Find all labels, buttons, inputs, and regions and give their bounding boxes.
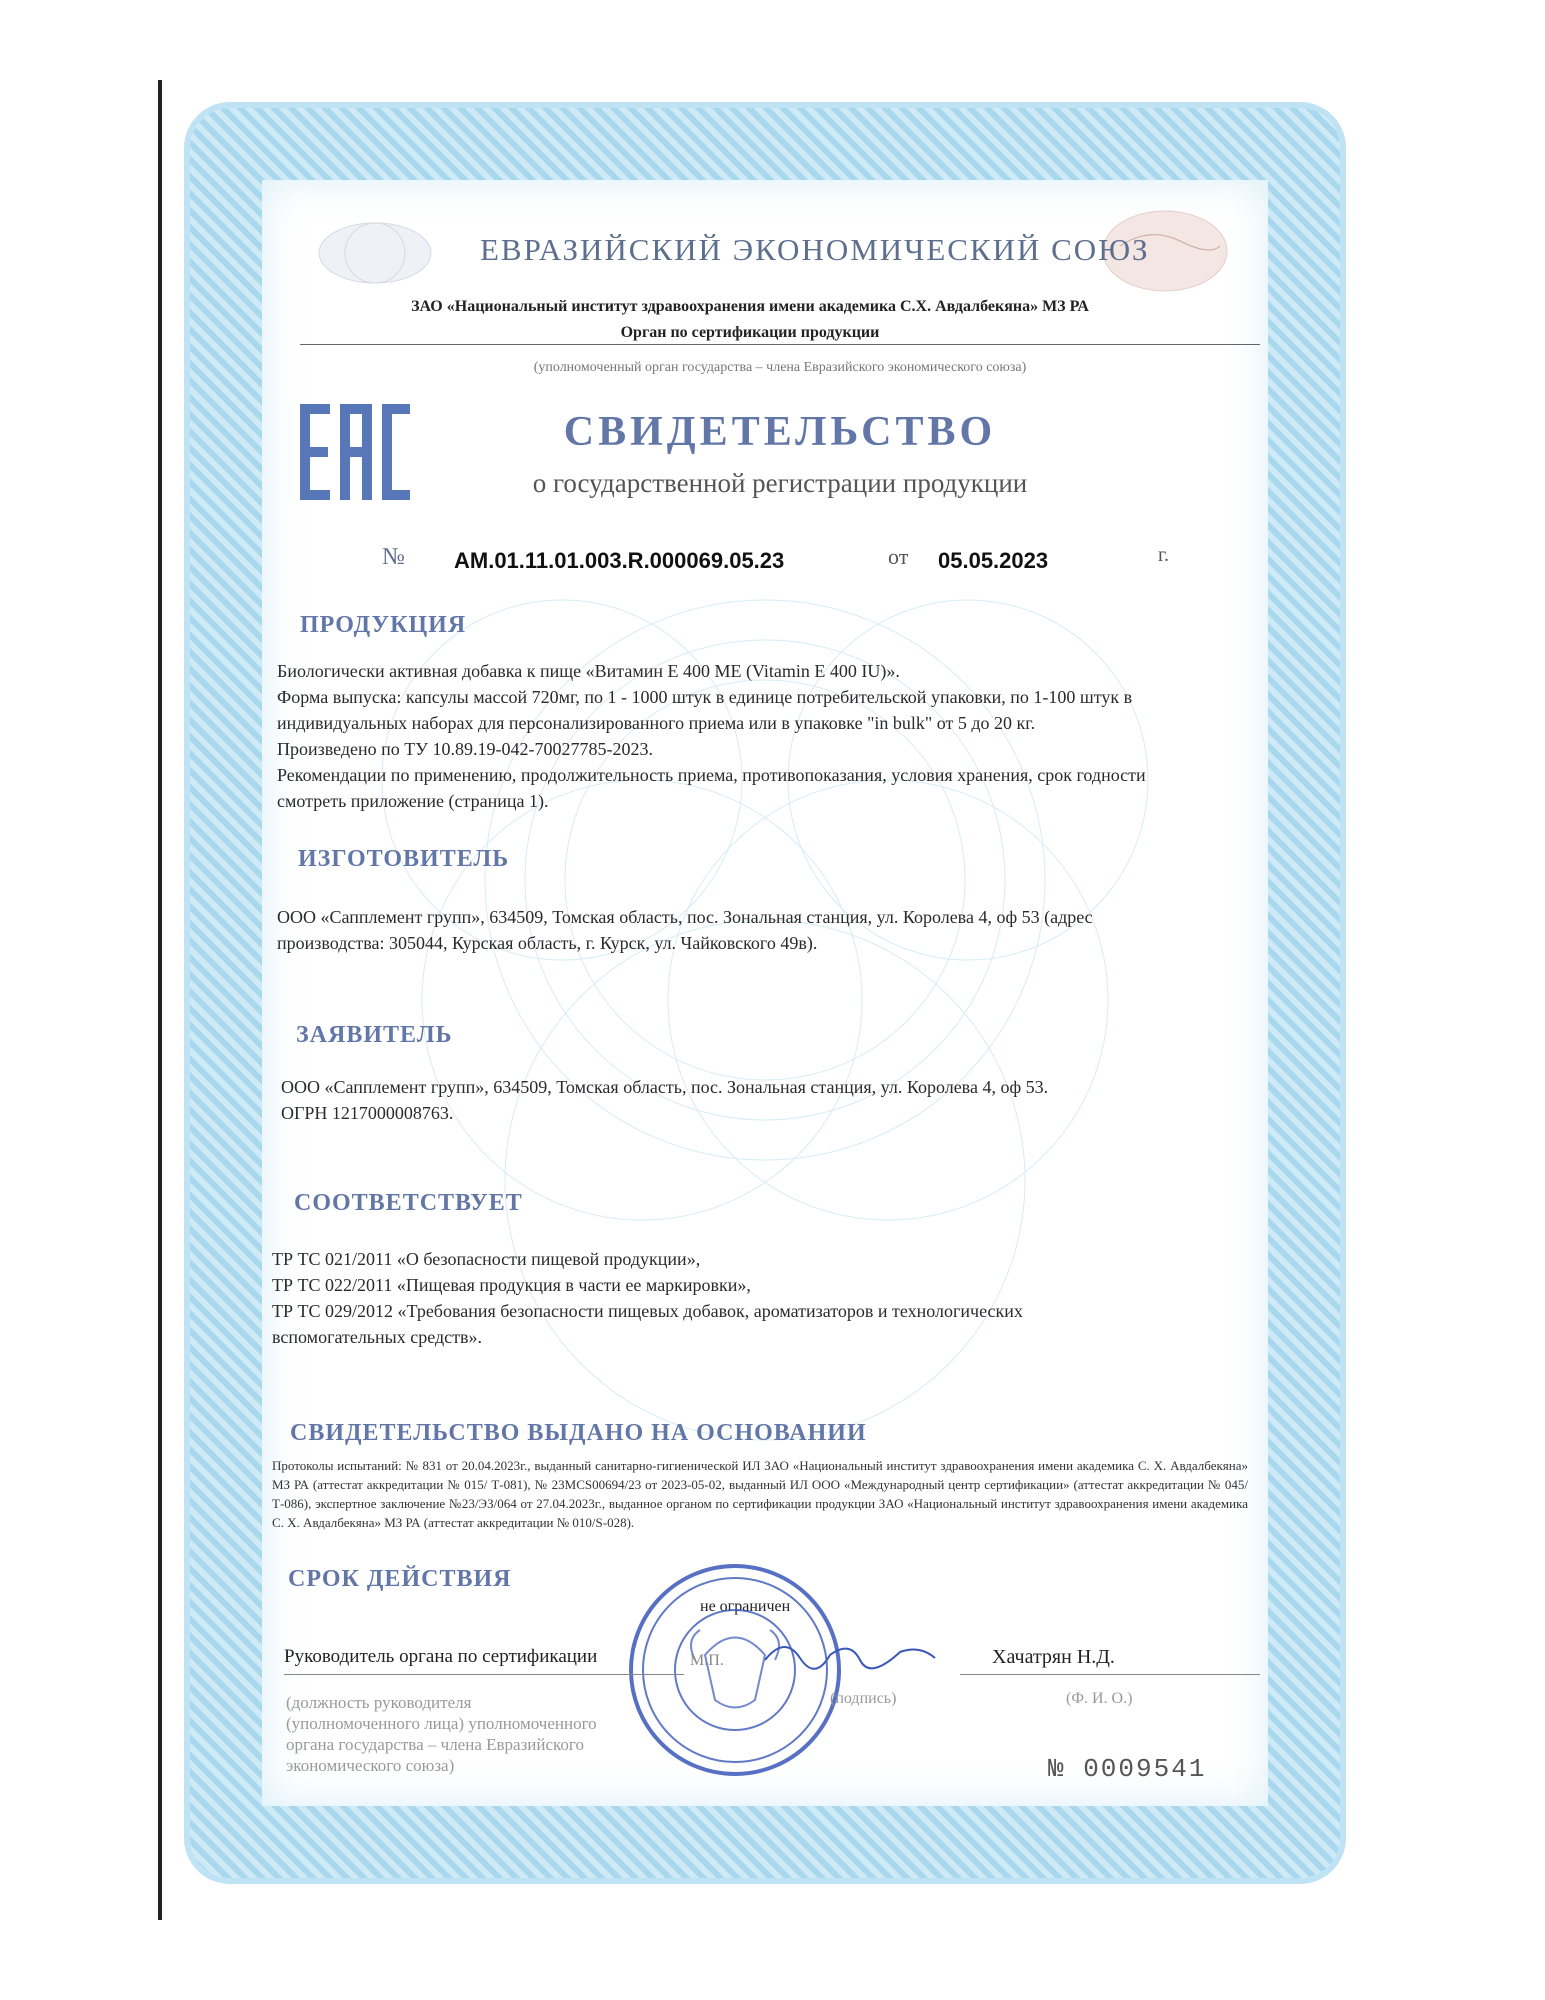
- handwritten-signature: [760, 1630, 940, 1680]
- institute-name: ЗАО «Национальный институт здравоохранения имени академика С.Х. Авдалбекяна» МЗ РА: [411, 298, 1089, 315]
- basis-text: Протоколы испытаний: № 831 от 20.04.2023г., выданный санитарно-гигиенической ИЛ ЗАО «Национальный институт здравоохранения имени академика С. Х. Авдалбекяна» МЗ РА (аттестат аккредитации № 015/ Т-081), № 23MCS00694/23 от 2023-05-02, выданный ИЛ ООО «Международный центр сертификации» (аттестат аккредитации № 045/Т-086), экспертное заключение №23/ЭЗ/064 от 27.04.2023г., выданное органом по сертификации продукции ЗАО «Национальный институт здравоохранения имени академика С. Х. Авдалбекяна» МЗ РА (аттестат аккредитации № 010/S-028).: [272, 1458, 1248, 1530]
- conformity-line: вспомогательных средств».: [272, 1327, 482, 1347]
- product-line: смотреть приложение (страница 1).: [277, 791, 549, 811]
- position-caption: [286, 1692, 706, 1776]
- conformity-line: ТР ТС 021/2011 «О безопасности пищевой продукции»,: [272, 1249, 701, 1269]
- applicant-heading: ЗАЯВИТЕЛЬ: [296, 1022, 453, 1048]
- position-caption-line: экономического союза): [286, 1756, 455, 1775]
- name-line: [960, 1674, 1260, 1675]
- conformity-line: ТР ТС 029/2012 «Требования безопасности пищевых добавок, ароматизаторов и технологических: [272, 1301, 1023, 1321]
- manufacturer-line: ООО «Сапплемент групп», 634509, Томская область, пос. Зональная станция, ул. Королева 4, оф 53 (адрес: [277, 907, 1093, 927]
- conformity-text: [272, 1246, 1272, 1350]
- basis-heading: СВИДЕТЕЛЬСТВО ВЫДАНО НА ОСНОВАНИИ: [290, 1420, 867, 1446]
- position-caption-line: (уполномоченного лица) уполномоченного: [286, 1714, 597, 1733]
- applicant-text: [281, 1074, 1281, 1126]
- product-heading: ПРОДУКЦИЯ: [300, 612, 467, 638]
- scan-edge: [158, 80, 162, 1920]
- registration-number: AM.01.11.01.003.R.000069.05.23: [454, 548, 785, 573]
- document-subtitle: о государственной регистрации продукции: [532, 468, 1028, 498]
- signatory-name: Хачатрян Н.Д.: [992, 1646, 1115, 1668]
- header-rule: [300, 344, 1260, 345]
- year-suffix: г.: [1158, 544, 1169, 566]
- manufacturer-text: [277, 904, 1277, 956]
- product-line: Биологически активная добавка к пище «Витамин Е 400 МЕ (Vitamin E 400 IU)».: [277, 661, 900, 681]
- applicant-line: ООО «Сапплемент групп», 634509, Томская область, пос. Зональная станция, ул. Королева 4, оф 53.: [281, 1077, 1049, 1097]
- validity-value: не ограничен: [700, 1598, 791, 1615]
- conformity-heading: СООТВЕТСТВУЕТ: [294, 1190, 523, 1216]
- product-line: индивидуальных наборах для персонализированного приема или в упаковке "in bulk" от 5 до 20 кг.: [277, 713, 1036, 733]
- seal-place-marker: М.П.: [690, 1652, 724, 1669]
- signature-line: [284, 1674, 684, 1675]
- product-line: Рекомендации по применению, продолжительность приема, противопоказания, условия хранения, срок годности: [277, 765, 1146, 785]
- authorized-body-note: (уполномоченный орган государства – члена Евразийского экономического союза): [533, 360, 1027, 375]
- serial-number: № 0009541: [1048, 1754, 1207, 1784]
- document-title: СВИДЕТЕЛЬСТВО: [563, 409, 997, 455]
- registration-date: 05.05.2023: [938, 548, 1049, 573]
- position-caption-line: (должность руководителя: [286, 1693, 472, 1712]
- validity-heading: СРОК ДЕЙСТВИЯ: [288, 1566, 512, 1592]
- manufacturer-heading: ИЗГОТОВИТЕЛЬ: [298, 846, 510, 872]
- globe-emblem: [315, 218, 435, 288]
- conformity-line: ТР ТС 022/2011 «Пищевая продукция в части ее маркировки»,: [272, 1275, 751, 1295]
- product-line: Произведено по ТУ 10.89.19-042-70027785-2023.: [277, 739, 654, 759]
- organ-name: Орган по сертификации продукции: [620, 324, 880, 341]
- union-title: ЕВРАЗИЙСКИЙ ЭКОНОМИЧЕСКИЙ СОЮЗ: [480, 232, 1150, 267]
- product-line: Форма выпуска: капсулы массой 720мг, по 1 - 1000 штук в единице потребительской упаковки, по 1-100 штук в: [277, 687, 1133, 707]
- applicant-line: ОГРН 1217000008763.: [281, 1103, 454, 1123]
- number-sign: №: [382, 544, 405, 570]
- position-caption-line: органа государства – члена Евразийского: [286, 1735, 584, 1754]
- name-caption: (Ф. И. О.): [1066, 1690, 1133, 1707]
- date-prefix: от: [888, 544, 909, 569]
- signature-caption: (подпись): [830, 1690, 897, 1707]
- product-text: [277, 658, 1277, 814]
- eac-logo: [298, 400, 412, 509]
- manufacturer-line: производства: 305044, Курская область, г. Курск, ул. Чайковского 49в).: [277, 933, 818, 953]
- signatory-title: Руководитель органа по сертификации: [284, 1646, 598, 1667]
